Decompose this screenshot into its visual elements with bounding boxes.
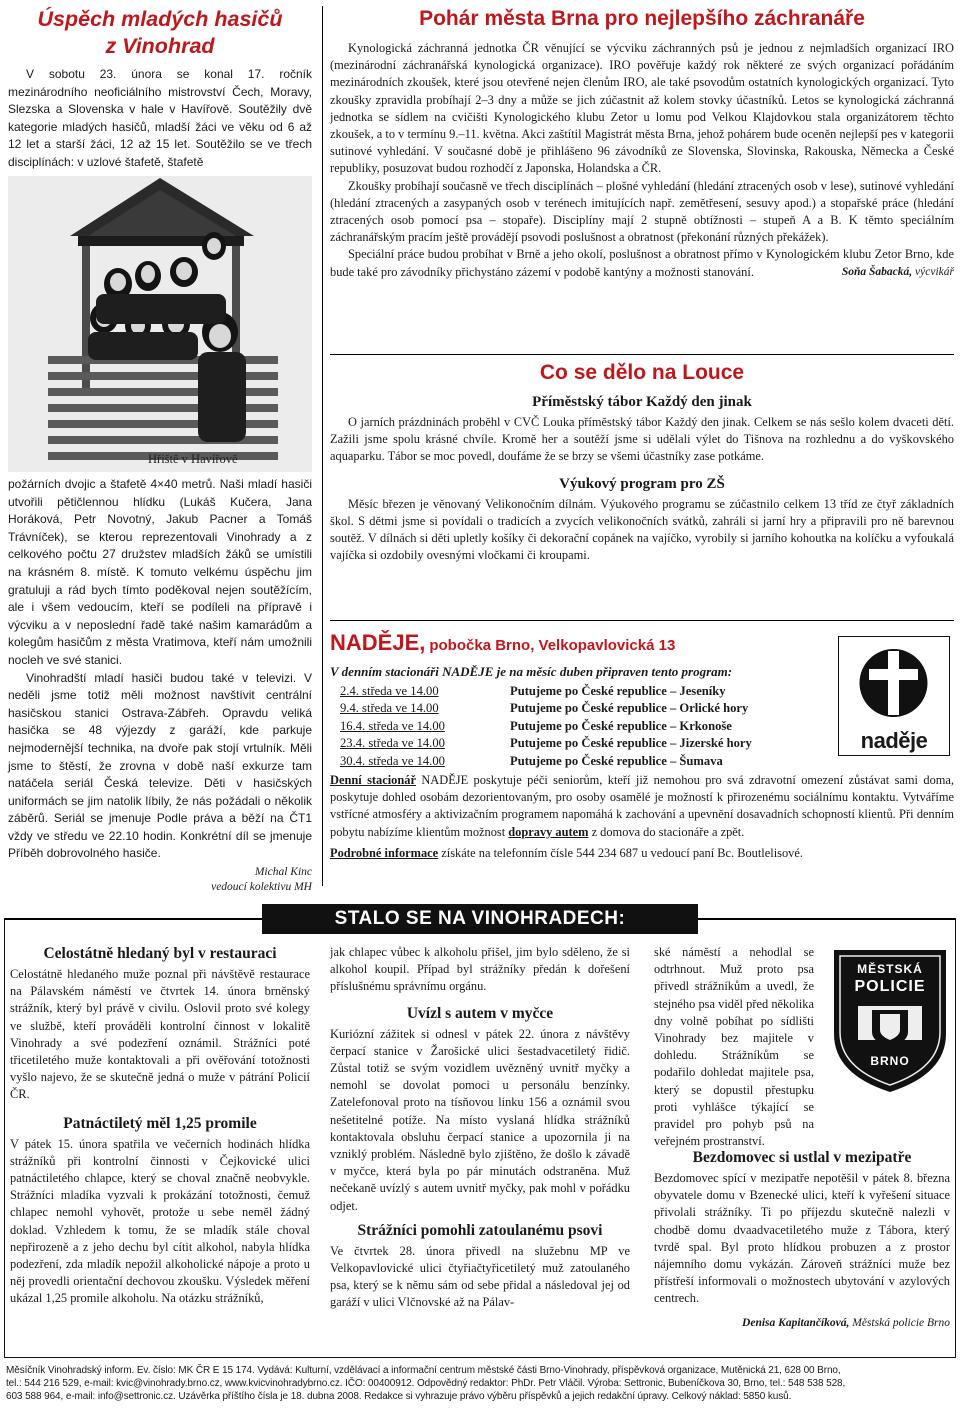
nadeje-title-main: NADĚJE, (330, 630, 426, 655)
police-column-1 (10, 944, 310, 1308)
schedule-event: Putujeme po České republice – Orlické hory (510, 701, 749, 716)
article-paragraph: Měsíc březen je věnovaný Velikonočním dílnám. Výukového programu se zúčastnilo celkem 13 tříd ze čtyř základních škol. S dětmi jsme si povídali o tradicích a zvycích velikonočních svátků, zahráli si jarní hry a připravili pro ně barevnou soutěž. V dílnách si děti upletly košíky či dekorační copánek na vajíčko, vyrobily si jarního kohoutka na kolíčku a vyfoukalá vajíčka si ozdobily ovesnými vločkami či kroupami. (330, 496, 954, 563)
schedule-event: Putujeme po České republice – Jizerské hory (510, 736, 752, 751)
article-title: Pohár města Brna pro nejlepšího záchranáře (419, 7, 865, 30)
schedule-row (330, 718, 752, 735)
badge-text-mid: POLICIE (854, 978, 926, 995)
article-title: Co se dělo na Louce (539, 361, 745, 384)
schedule-event: Putujeme po České republice – Jeseníky (510, 684, 726, 698)
nadeje-title-sub: pobočka Brno, Velkopavlovická 13 (429, 637, 676, 654)
police-column-2 (330, 944, 630, 1312)
article-paragraph: ské náměstí a nehodlal se odtrhnout. Muž proto psa přivedl strážníkům a uvedl, že stejného psa viděl před několika dny volně pobíhat po sídlišti Vinohrady bez majitele v dohledu. Strážníkům se podařilo dohledat majitele psa, který se dopustil přestupku proti vyhlášce týkající se pravidel pro pohyb psů na veřejném prostranství. (654, 945, 814, 1149)
article-title: Celostátně hledaný byl v restauraci (43, 945, 277, 962)
article-paragraph: jak chlapec vůbec k alkoholu přišel, jim bylo sděleno, že si alkohol koupil. Případ byl strážníky předán k dořešení příslušnému správnímu orgánu. (330, 945, 630, 994)
article-signature (654, 1316, 950, 1331)
city-police-badge (828, 946, 952, 1096)
article-paragraph: Zkoušky probíhají současně ve třech disciplínách – plošné vyhledání (hledání ztracených osob v lese), sutinové vyhledání (hledání ztracených a zasypaných osob v terénech imitujících např. zemětřesení, sesuvy apod.) a stopařské práce (hledání ztracených osob pomocí psa – stopaře). Disciplíny mají 2 stupně obtížnosti – stupeň A a B. K těmto speciálním záchranářským pracím ještě provádějí psovodi poslušnost a obratnost (překonání různých překážek). (330, 178, 954, 245)
photo-firefighters-playground (8, 176, 312, 472)
playground-photo-illustration (8, 176, 312, 472)
nadeje-paragraph: Denní stacionář NADĚJE poskytuje péči seniorům, kteří již nemohou pro svá zdravotní omezení zůstávat sami doma, poskytuje dohled osobám dezorientovaným, pro osoby osamělé je možností k přirozenému sociálnímu kontaktu. Vytváříme vstřícné atmosféry a aktivizačním programem napomáhá k zachování a upevnění dosavadních schopností klientů. Při denním pobytu nabízíme klientům možnost dopravy autem z domova do stacionáře a zpět. (330, 773, 955, 839)
police-column-3-top (654, 944, 814, 1150)
paragraph-label: Podrobné informace (330, 845, 439, 860)
nadeje-lead: V denním stacionáři NADĚJE je na měsíc duben připraven tento program: (330, 664, 733, 679)
article-title: Úspěch mladých hasičů z Vinohrad (37, 7, 283, 58)
author-name: Denisa Kapitančíková, (742, 1316, 850, 1329)
article-intro: V sobotu 23. února se konal 17. ročník mezinárodního neoficiálního mistrovství Čech, Moravy, Slezska a Slovenska v hale v Havířově. Soutěžily dvě kategorie mladých hasičů, mladší žáci ve věku od 6 až 12 let a starší žáci, 12 až 15 let. Soutěžilo se ve třech disciplínách: v uzlové štafetě, štafetě (8, 67, 312, 169)
schedule-table (330, 683, 752, 770)
section-banner-title: STALO SE NA VINOHRADECH: (334, 908, 626, 929)
schedule-date: 30.4. středa ve 14.00 (340, 753, 445, 768)
section-box-top (4, 918, 262, 920)
article-title: Patnáctiletý měl 1,25 promile (63, 1114, 257, 1132)
schedule-row (330, 735, 752, 752)
author-role: výcvikář (915, 265, 954, 278)
section-box-top (698, 918, 956, 920)
police-column-3-bottom (654, 1148, 950, 1331)
imprint-footer (6, 1364, 956, 1404)
article-paragraph: Kynologická záchranná jednotka ČR věnující se výcviku záchranných psů je jednou z nejmladších organizací IRO (mezinárodní záchranářská kynologická organizace). IRO pověřuje každý rok některé ze svých organizací pořádáním mezinárodních zkoušek, které jsou otevřené nejen členům IRO, ale také psovodům ostatních kynologických organizací. Tyto zkoušky zpravidla probíhají 2–3 dny a může se jich zúčastnit až kolem stovky účastníků. Letos se kynologická záchranná jednotka se sídlem na cvičišti Kynologického klubu Zetor u lomu pod Velkou Klajdovkou stala organizátorem těchto zkoušek, a to v termínu 9.–11. května. Akci zaštítil Magistrát města Brna, jehož pohárem bude oceněn nejlepší pes v kategorii sutinové vyhledání. V současné době je přihlášeno 96 závodníků ze Slovenska, Slovinska, Rakouska, Německa a České republiky, posuzovat budou rozhodčí z Japonska, Holandska a ČR. (330, 41, 954, 176)
article-paragraph: Ve čtvrtek 28. února přivedl na služebnu MP ve Velkopavlovické ulici čtyřiačtyřicetiletý muž zatoulaného psa, který se k němu sám od sebe přidal a následoval jej od garáží v ulici Vlčnovské až na Pálav- (330, 1243, 630, 1310)
author-role: vedoucí kolektivu MH (211, 881, 312, 894)
imprint-line: 603 588 964, e-mail: info@settronic.cz. Uzávěrka příštího čísla je 18. dubna 2008. Redakce si vyhrazuje právo výběru příspěvků a jejich redakční úpravy. Celkový náklad: 5850 kusů. (6, 1391, 792, 1403)
article-paragraph: Speciální práce budou probíhat v Brně a jeho okolí, poslušnost a obratnost přímo v Kynologickém klubu Zetor Brno, kde bude také pro závodníky přichystáno zázemí v podobě kantýny a možnosti stanování. (330, 247, 954, 279)
schedule-event: Putujeme po České republice – Šumava (510, 753, 723, 768)
nadeje-logo (838, 636, 950, 756)
article-paragraph: Celostátně hledaného muže poznal při návštěvě restaurace na Pálavském náměstí ve čtvrtek 14. února brněnský strážník, který byl právě v civilu. Oslovil proto své kolegy ve službě, kteří prováděli kontrolní činnost v lokalitě Vinohrady a své podezření oznámil. Strážníci poté třicetiletého muže kontaktovali a při ověřování totožnosti vyšlo najevo, že se skutečně jedná o muže v pátrání Policií ČR. (10, 967, 310, 1102)
nadeje-logo-text: naděje (860, 728, 928, 753)
article-title: Bezdomovec si ustlal v mezipatře (692, 1149, 912, 1166)
article-paragraph: Vinohradští mladí hasiči budou také v televizi. V neděli jsme totiž měli možnost navštívit centrální hasičskou stanici Ostrava-Zábřeh. Opravdu veliká hasička se 48 výjezdy z garáží, kde parkuje nejmodernější technika, na dvoře pak stojí vrtulník. Měli jsme to štěstí, že zrovna v době naší exkurze tam natáčela seriál Česká televize. Děti v hasičských uniformách se jim natolik líbily, že nás požádali o několik záběrů. Seriál se jmenuje Podle práva a běží na ČT1 vždy ve středu ve 22.10 hodin. Konkrétní díl se jmenuje Příběh dobrovolného hasiče. (8, 670, 312, 861)
article-signature (8, 865, 312, 895)
article-paragraph: V pátek 15. února spatřila ve večerních hodinách hlídka strážníků při kontrolní činnosti v Čejkovické ulici patnáctiletého chlapce, který se choval značně neobvykle. Strážníci mladíka vyzvali k prokázání totožnosti, čemuž chlapec nemohl vyhovět, protože u sebe neměl žádný doklad. Vzhledem k tomu, že se mladík stále choval nepřirozeně a z jeho dechu byl cítit alkohol, nabyla hlídka podezření, zda mladík nepožil alkoholické nápoje a proto u něj provedli orientační dechovou zkoušku. Výsledek měření ukázal 1,25 promile alkoholu. Na otázku strážníků, (10, 1136, 310, 1306)
schedule-date: 9.4. středa ve 14.00 (340, 701, 439, 716)
section-divider (330, 354, 954, 355)
article-subtitle: Výukový program pro ZŠ (559, 475, 725, 492)
schedule-row (330, 700, 752, 717)
article-title: Uvízl s autem v myčce (406, 1004, 554, 1022)
author-name: Michal Kinc (254, 866, 312, 879)
column-divider (322, 6, 323, 886)
author-name: Soňa Šabacká, (841, 265, 913, 278)
schedule-date: 2.4. středa ve 14.00 (340, 684, 439, 698)
schedule-event: Putujeme po České republice – Krkonoše (510, 718, 732, 733)
imprint-line: Měsíčník Vinohradský inform. Ev. číslo: MK ČR E 15 174. Vydává: Kulturní, vzdělávací a informační centrum městské části Brno-Vinohrady, příspěvková organizace, Mutěnická 21, 628 00 Brno, (6, 1365, 841, 1376)
nadeje-paragraph: Podrobné informace získáte na telefonním čísle 544 234 687 u vedoucí paní Bc. Boutlelisové. (330, 845, 803, 860)
article-dog-rescue (330, 6, 954, 280)
transport-link[interactable]: dopravy autem (508, 824, 589, 839)
article-firefighters (8, 6, 312, 172)
article-paragraph: Bezdomovec spící v mezipatře nepotěšil v pátek 8. března obyvatele domu v Bzenecké ulici, kteří k vyřešení situace přivolali strážníky. Ti po příjezdu skutečně nalezli v chodbě domu dvaadvacetiletého muže z Tábora, který tvrdě spal. Byl proto hlídkou probuzen a z prostor nájemního domu vykázán. Zároveň strážníci muže bez přístřeší informovali o možnostech ubytování v azylových centrech. (654, 1171, 950, 1306)
author-role: Městská policie Brno (852, 1316, 950, 1329)
article-paragraph: Kuriózní zážitek si odnesl v pátek 22. února z návštěvy čerpací stanice v Žarošické ulici šestadvacetiletý řidič. Zůstal totiž se svým vozidlem uvězněný uvnitř myčky a nemohl se dovolat pomoci u personálu benzínky. Zatelefonoval proto na tísňovou linku 156 a oznámil svou nešetitelné potíže. Na místo vyslaná hlídka strážníků kontaktovala obsluhu čerpací stanice a upozornila ji na vzniklý problém. Následně bylo zjištěno, že došlo k závadě v myčce, která byla po pár minutách odstraněna. Muž nečekaně uvízlý s autem uvnitř myčky, pak mohl v pořádku odjet. (330, 1026, 630, 1213)
article-firefighters-body (8, 476, 312, 895)
article-title: Strážníci pomohli zatoulanému psovi (357, 1221, 603, 1239)
article-louka (330, 360, 954, 564)
badge-text-bottom: BRNO (870, 1054, 910, 1068)
badge-text-top: MĚSTSKÁ (857, 962, 923, 976)
article-subtitle: Příměstský tábor Každý den jinak (532, 394, 752, 410)
imprint-line: tel.: 544 216 529, e-mail: kvic@vinohrady.brno.cz, www.kvicvinohradybrno.cz. IČO: 00400912. Odpovědný redaktor: PhDr. Petr Vláčil. Výroba: Settronic, Bubeníčkova 30, Brno, tel.: 548 538 528, (6, 1378, 846, 1390)
schedule-date: 23.4. středa ve 14.00 (340, 736, 445, 751)
paragraph-label: Denní stacionář (330, 773, 416, 788)
article-paragraph: požárních dvojic a štafetě 4×40 metrů. Naši mladí hasiči utvořili pětičlennou hlídku (Lukáš Kučera, Jana Horáková, Petr Novotný, Jakub Pacner a Tomáš Trávníček), se kterou reprezentovali Vinohrady a z celkového počtu 27 družstev mladších žáků se umístili na krásném 8. místě. K tomuto velkému úspěchu jim gratuluji a rád bych tímto poděkoval nejen soutěžícím, ale i všem vedoucím, kteří se podíleli na přípravě i výcviku a v neposlední řadě také našim kamarádům a kolegům hasičům z města Vratimova, kteří nám umožnili nocleh ve své stanici. (8, 477, 312, 667)
section-divider (330, 620, 954, 621)
cross-icon (839, 637, 948, 723)
schedule-row (330, 753, 752, 770)
article-paragraph: O jarních prázdninách proběhl v CVČ Louka příměstský tábor Každý den jinak. Celkem se nás sešlo kolem dvaceti dětí. Zažili jsme spolu krásné chvíle. Kromě her a soutěží jsme si udělali výlet do Tišnova na rozhlednu a do vyškovského aquaparku. Tábor se moc povedl, doufáme že se brzy se všemi účastníky zase potkáme. (330, 415, 954, 464)
schedule-row (330, 683, 752, 700)
schedule-date: 16.4. středa ve 14.00 (340, 718, 445, 733)
photo-caption: Hřiště v Havířově (148, 452, 238, 466)
